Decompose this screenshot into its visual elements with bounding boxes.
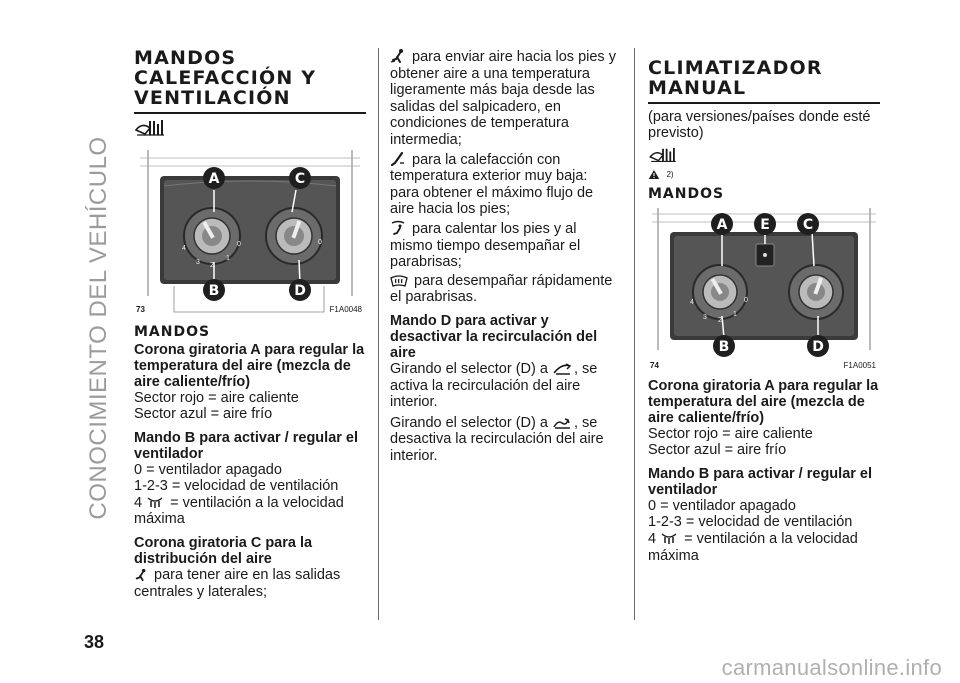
windscreen-defrost-icon	[390, 274, 408, 288]
knob-a-heading: Corona giratoria A para regular la temperatura del aire (mezcla de aire caliente/frío)	[134, 341, 365, 390]
feet-defrost-text: para calentar los pies y al mismo tiempo desempañar el parabrisas;	[390, 220, 581, 271]
red-sector-text: Sector rojo = aire caliente	[648, 425, 813, 442]
watermark: carmanualsonline.info	[721, 655, 942, 680]
fan-tick-4: 4	[182, 244, 186, 252]
defrost-text: para desempañar rápidamente el parabrisas.	[390, 272, 613, 306]
side-section-title: CONOCIMIENTO DEL VEHÍCULO	[85, 136, 112, 520]
callout-b: B	[208, 282, 220, 299]
knob-b-heading: Mando B para activar / regular el ventilador	[648, 465, 873, 498]
note-reference: 2)	[666, 169, 674, 179]
climate-icon-row	[134, 118, 366, 140]
callout-a: A	[208, 170, 220, 187]
fan-tick-0: 0	[237, 240, 241, 248]
fan-tick-2: 2	[718, 316, 722, 324]
column-divider	[634, 48, 635, 620]
feet-text: para la calefacción con temperatura exterior muy baja: para obtener el máximo flujo de aire hacia los pies;	[390, 151, 594, 218]
face-feet-icon	[390, 48, 406, 64]
figure-code: F1A0051	[843, 360, 876, 370]
knob-b-heading: Mando B para activar / regular el ventilador	[134, 429, 359, 462]
dist-tick-0: 0	[318, 238, 322, 246]
callout-d: D	[294, 282, 306, 299]
warning-icon	[648, 169, 660, 180]
callout-a: A	[716, 216, 728, 233]
subsection-heading: MANDOS	[134, 323, 211, 340]
figure-74	[648, 204, 880, 372]
blue-sector-text: Sector azul = aire frío	[648, 442, 787, 459]
recirculation-off-icon	[552, 416, 572, 430]
section-title: MANDOS CALEFACCIÓN Y VENTILACIÓN	[134, 47, 317, 109]
warning-row	[648, 166, 880, 180]
climate-panel-illustration	[648, 204, 880, 372]
fan-tick-0: 0	[744, 296, 748, 304]
knob-d-heading: Mando D para activar y desactivar la recirculación del aire	[390, 312, 598, 361]
fan-tick-3: 3	[196, 258, 200, 266]
face-vent-text: para tener aire en las salidas centrales y laterales;	[134, 567, 341, 600]
feet-defrost-icon	[390, 220, 406, 236]
callout-c: C	[802, 216, 814, 233]
fan-off-text: 0 = ventilador apagado	[134, 461, 282, 478]
availability-note: (para versiones/países donde esté previsto)	[648, 108, 871, 142]
fan-speed-text: 1-2-3 = velocidad de ventilación	[134, 478, 339, 495]
figure-number: 73	[136, 304, 145, 314]
feet-vent-icon	[390, 151, 406, 167]
column-2	[390, 48, 620, 464]
fan-max-icon	[146, 496, 164, 510]
face-feet-text: para enviar aire hacia los pies y obtener aire a una temperatura ligeramente más baja desde las salidas del salpicadero, en condiciones de temperatura intermedia;	[390, 49, 616, 148]
blue-sector-text: Sector azul = aire frío	[134, 406, 273, 423]
fan-off-text: 0 = ventilador apagado	[648, 497, 796, 514]
fan-speed-text: 1-2-3 = velocidad de ventilación	[648, 514, 853, 531]
page-number: 38	[84, 632, 105, 652]
fan-max-icon	[660, 532, 678, 546]
subsection-heading: MANDOS	[648, 185, 725, 202]
fan-max-text: 4 = ventilación a la velocidad máxima	[648, 531, 858, 564]
recirc-on-text: Girando el selector (D) a , se activa la recirculación del aire interior.	[390, 360, 598, 411]
callout-c: C	[294, 170, 306, 187]
column-divider	[378, 48, 379, 620]
callout-e: E	[760, 216, 770, 233]
fan-tick-1: 1	[226, 254, 230, 262]
title-rule	[648, 102, 880, 104]
face-vent-icon	[134, 568, 148, 582]
column-3	[648, 48, 880, 564]
figure-code: F1A0048	[329, 304, 362, 314]
red-sector-text: Sector rojo = aire caliente	[134, 389, 299, 406]
fan-tick-4: 4	[690, 298, 694, 306]
fan-tick-1: 1	[733, 310, 737, 318]
climate-icon	[648, 146, 678, 166]
knob-c-heading: Corona giratoria C para la distribución del aire	[134, 535, 313, 568]
callout-b: B	[718, 338, 730, 355]
figure-number: 74	[650, 360, 659, 370]
title-rule	[134, 112, 366, 114]
climate-icon-row	[648, 146, 880, 166]
fan-tick-3: 3	[703, 313, 707, 321]
fan-max-text: 4 = ventilación a la velocidad máxima	[134, 494, 344, 528]
recirculation-on-icon	[552, 362, 572, 376]
recirc-off-text: Girando el selector (D) a , se desactiva la recirculación del aire interior.	[390, 414, 604, 464]
figure-73	[134, 146, 366, 316]
fan-tick-2: 2	[210, 261, 214, 269]
column-1	[134, 48, 366, 600]
callout-d: D	[812, 338, 824, 355]
heater-panel-illustration	[134, 146, 366, 316]
climate-icon	[134, 118, 166, 140]
knob-a-heading: Corona giratoria A para regular la temperatura del aire (mezcla de aire caliente/frío)	[648, 377, 879, 426]
section-title: CLIMATIZADOR MANUAL	[648, 57, 823, 99]
